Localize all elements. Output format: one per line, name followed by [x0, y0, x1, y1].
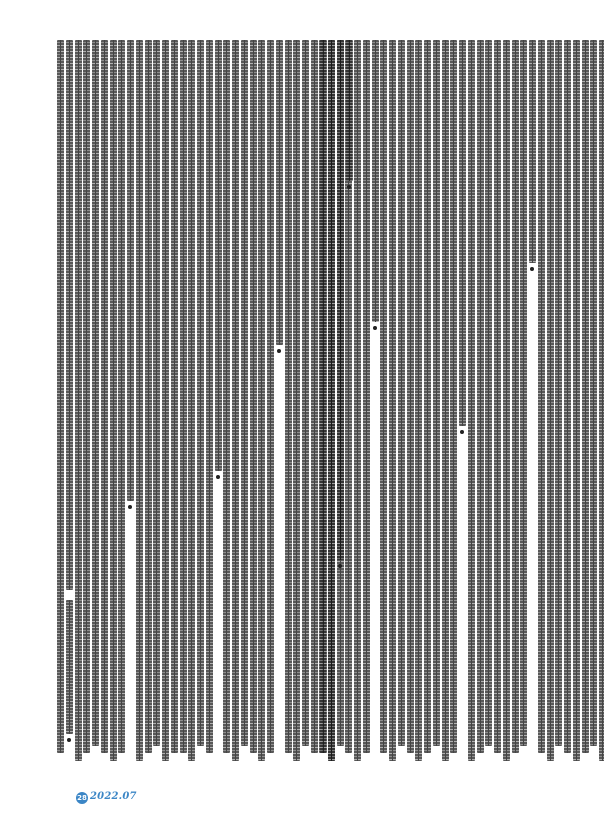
- text-line: [135, 40, 144, 783]
- text-line: [266, 40, 275, 783]
- text-line: [554, 40, 563, 783]
- text-segment: [285, 40, 292, 753]
- text-segment: [258, 40, 265, 761]
- text-line: [423, 40, 432, 783]
- text-segment: [346, 40, 353, 181]
- text-line: [319, 40, 328, 783]
- text-line: [467, 40, 476, 783]
- text-line: [249, 40, 258, 783]
- text-segment: [433, 40, 440, 746]
- text-segment: [468, 40, 475, 761]
- text-line: [537, 40, 546, 783]
- text-line: [414, 40, 423, 783]
- right-text-column: [318, 40, 604, 783]
- text-segment: [459, 40, 466, 426]
- text-segment: [145, 40, 152, 753]
- text-segment: [197, 40, 204, 746]
- text-segment: [215, 40, 222, 471]
- text-segment: [328, 40, 335, 761]
- text-line: [170, 40, 179, 783]
- text-segment: [415, 40, 422, 761]
- text-line: [371, 40, 380, 783]
- text-line: [406, 40, 415, 783]
- text-segment: [302, 40, 309, 746]
- punctuation-mark: [347, 185, 351, 189]
- text-line: [126, 40, 135, 783]
- text-segment: [363, 40, 370, 753]
- text-segment: [573, 40, 580, 761]
- punctuation-mark: [67, 738, 71, 742]
- text-segment: [110, 40, 117, 761]
- text-segment: [101, 40, 108, 753]
- text-line: [572, 40, 581, 783]
- text-line: [598, 40, 604, 783]
- text-segment: [485, 40, 492, 746]
- text-segment: [564, 40, 571, 753]
- text-line: [257, 40, 266, 783]
- text-segment: [127, 40, 134, 501]
- text-line: [502, 40, 511, 783]
- text-segment: [232, 40, 239, 761]
- text-line: [82, 40, 91, 783]
- text-line: [214, 40, 223, 783]
- text-line: [379, 40, 388, 783]
- text-segment: [398, 40, 405, 746]
- text-line: [152, 40, 161, 783]
- text-segment: [512, 40, 519, 753]
- text-line: [196, 40, 205, 783]
- text-segment: [136, 40, 143, 761]
- text-segment: [547, 40, 554, 761]
- text-line: [493, 40, 502, 783]
- text-line: [301, 40, 310, 783]
- text-segment: [75, 40, 82, 761]
- text-segment: [555, 40, 562, 746]
- text-segment: [153, 40, 160, 746]
- punctuation-mark: [216, 475, 220, 479]
- text-segment: [450, 40, 457, 753]
- text-segment: [520, 40, 527, 746]
- text-segment: [188, 40, 195, 761]
- text-line: [187, 40, 196, 783]
- text-line: [581, 40, 590, 783]
- text-segment: [180, 40, 187, 753]
- text-line: [327, 40, 336, 783]
- text-segment: [529, 40, 536, 263]
- text-segment: [407, 40, 414, 753]
- text-segment: [320, 40, 327, 753]
- text-line: [231, 40, 240, 783]
- text-segment: [337, 40, 344, 560]
- text-line: [388, 40, 397, 783]
- text-segment: [267, 40, 274, 753]
- text-line: [74, 40, 83, 783]
- text-line: [563, 40, 572, 783]
- text-line: [100, 40, 109, 783]
- text-line: [397, 40, 406, 783]
- text-line: [519, 40, 528, 783]
- text-segment: [599, 40, 604, 761]
- text-line: [275, 40, 284, 783]
- text-segment: [311, 40, 318, 753]
- text-segment: [66, 600, 73, 734]
- text-line: [432, 40, 441, 783]
- text-line: [109, 40, 118, 783]
- text-segment: [162, 40, 169, 761]
- text-segment: [57, 40, 64, 753]
- text-segment: [503, 40, 510, 761]
- text-segment: [389, 40, 396, 761]
- text-line: [65, 40, 74, 783]
- text-line: [458, 40, 467, 783]
- text-line: [179, 40, 188, 783]
- text-segment: [494, 40, 501, 753]
- text-line: [56, 40, 65, 783]
- text-segment: [477, 40, 484, 753]
- text-line: [528, 40, 537, 783]
- text-line: [144, 40, 153, 783]
- text-segment: [118, 40, 125, 753]
- text-line: [240, 40, 249, 783]
- text-segment: [223, 40, 230, 753]
- text-segment: [538, 40, 545, 753]
- text-line: [362, 40, 371, 783]
- text-line: [484, 40, 493, 783]
- text-segment: [66, 40, 73, 590]
- text-segment: [372, 40, 379, 322]
- punctuation-mark: [128, 505, 132, 509]
- page-number: 28: [77, 794, 87, 802]
- text-line: [205, 40, 214, 783]
- punctuation-mark: [338, 564, 342, 568]
- text-segment: [293, 40, 300, 761]
- text-segment: [442, 40, 449, 761]
- text-segment: [206, 40, 213, 753]
- punctuation-mark: [530, 267, 534, 271]
- text-segment: [241, 40, 248, 746]
- text-line: [117, 40, 126, 783]
- text-line: [222, 40, 231, 783]
- punctuation-mark: [373, 326, 377, 330]
- text-segment: [354, 40, 361, 761]
- text-line: [161, 40, 170, 783]
- text-line: [292, 40, 301, 783]
- text-line: [476, 40, 485, 783]
- punctuation-mark: [277, 349, 281, 353]
- text-segment: [171, 40, 178, 753]
- text-segment: [582, 40, 589, 753]
- text-segment: [92, 40, 99, 746]
- text-line: [336, 40, 345, 783]
- text-line: [353, 40, 362, 783]
- text-line: [589, 40, 598, 783]
- text-line: [449, 40, 458, 783]
- text-line: [345, 40, 354, 783]
- text-segment: [83, 40, 90, 753]
- text-line: [284, 40, 293, 783]
- left-text-column: [56, 40, 354, 783]
- punctuation-mark: [460, 430, 464, 434]
- text-segment: [424, 40, 431, 753]
- issue-date: 2022.07: [90, 791, 137, 802]
- text-line: [441, 40, 450, 783]
- text-segment: [590, 40, 597, 746]
- text-segment: [380, 40, 387, 753]
- text-line: [546, 40, 555, 783]
- text-line: [310, 40, 319, 783]
- text-line: [511, 40, 520, 783]
- text-segment: [250, 40, 257, 753]
- text-segment: [276, 40, 283, 345]
- text-line: [91, 40, 100, 783]
